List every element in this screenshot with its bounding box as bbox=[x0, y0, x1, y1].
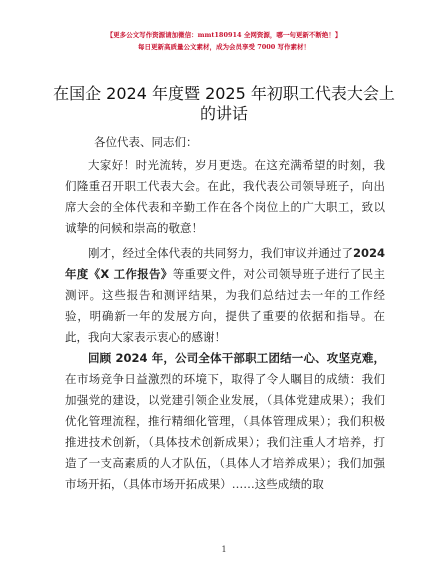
page-number: 1 bbox=[221, 545, 227, 554]
paragraph-text: 在市场竞争日益激烈的环境下，取得了令人瞩目的成绩：我们加强党的建设，以党建引领企业发展，（具体党建成果）；我们优化管理流程，推行精细化管理，（具体管理成果）；我们积极推进技术创新，（具体技术创新成果）；我们注重人才培养，打造了一支高素质的人才队伍，（具体人才培养成果）；我们加强市场开拓，（具体市场开拓成果）……这些成绩的取 bbox=[65, 372, 385, 491]
promo-banner-line1[interactable]: 【更多公文写作资源请加微信：mmt180914 全网资源，哪一句更新不断绝！】 bbox=[106, 31, 342, 39]
paragraph-greeting: 大家好！时光流转，岁月更迭。在这充满希望的时刻，我们隆重召开职工代表大会。在此，我代表公司领导班子，向出席大会的全体代表和辛勤工作在各个岗位上的广大职工，致以诚挚的问候和崇高的敬意！ bbox=[65, 158, 385, 235]
paragraph-review-2024 bbox=[65, 348, 385, 495]
paragraph-text: 等重要文件，对公司领导班子进行了民主测评。这些报告和测评结果，为我们总结过去一年的工作经验，明确新一年的发展方向，提供了重要的依据和指导。在此，我向大家表示衷心的感谢！ bbox=[65, 267, 385, 344]
paragraph-report-review bbox=[65, 243, 385, 348]
paragraph-text: 刚才，经过全体代表的共同努力，我们审议并通过了 bbox=[88, 246, 353, 260]
promo-banner-line2[interactable]: 每日更新高质量公文素材，成为会员享受 7000 写作素材！ bbox=[137, 43, 311, 51]
salutation: 各位代表、同志们： bbox=[94, 135, 198, 149]
review-lead-emphasis: 回顾 2024 年，公司全体干部职工团结一心、攻坚克难， bbox=[88, 351, 385, 365]
document-title: 在国企 2024 年度暨 2025 年初职工代表大会上的讲话 bbox=[53, 84, 395, 123]
report-title-emphasis: 2024 年度《X 工作报告》 bbox=[65, 246, 385, 281]
